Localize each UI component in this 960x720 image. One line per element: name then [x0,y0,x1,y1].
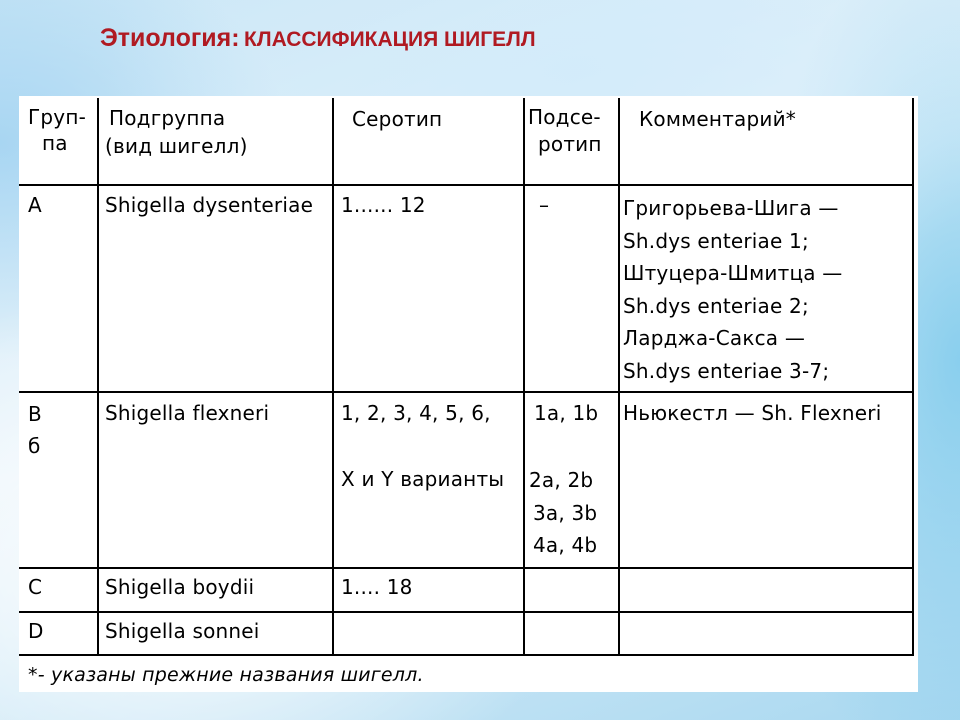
header-group-line: па [42,131,68,155]
table-line-h [19,567,914,569]
subserotype-line: 3a, 3b [533,500,598,525]
title-main: КЛАССИФИКАЦИЯ ШИГЕЛЛ [244,28,536,51]
group-line: B [28,402,42,426]
header-subgroup-line: Подгруппа [109,106,226,130]
table-line-h [19,611,914,613]
table-line-h [19,654,914,656]
table-line-v [618,98,620,656]
row-b-subserotype-1: 1a, 1b [534,401,599,425]
classification-table [19,96,918,692]
table-line-v [97,98,99,656]
comment-line: Sh.dys enteriae 3-7; [623,358,830,383]
header-group [28,104,86,156]
row-a-comment [623,192,843,387]
row-a-subgroup: Shigella dysenteriae [105,193,314,217]
comment-line: Sh.dys enteriae 1; [623,228,809,253]
row-c-subgroup: Shigella boydii [105,575,255,599]
row-b-subserotype-rest [529,464,597,562]
row-d-group: D [28,619,44,643]
comment-line: Штуцера-Шмитца — [623,261,843,285]
header-group-line: Груп- [28,105,87,129]
header-serotype: Серотип [352,107,443,131]
table-footnote: *- указаны прежние названия шигелл. [28,664,424,686]
header-subgroup [105,104,248,160]
header-subserotype-line: Подсе- [528,105,601,129]
header-comment: Комментарий* [639,107,796,131]
comment-line: Ларджа-Сакса — [623,326,806,350]
table-line-v [523,98,525,656]
subserotype-line: 2a, 2b [529,468,594,492]
row-b-serotype-1: 1, 2, 3, 4, 5, 6, [341,401,491,425]
table-line-v [332,98,334,656]
subserotype-line: 4a, 4b [533,533,598,557]
table-line-h [19,184,914,186]
table-line-h [19,391,914,393]
header-subserotype-line: ротип [538,132,602,156]
row-b-comment: Ньюкестл — Sh. Flexneri [623,401,882,425]
table-line-v [912,98,914,656]
row-c-group: C [28,575,43,599]
row-b-subgroup: Shigella flexneri [105,401,270,425]
row-c-serotype: 1.... 18 [341,575,413,599]
row-b-group [28,398,42,462]
slide-title [100,24,536,53]
row-b-serotype-2: X и Y варианты [341,467,505,491]
header-subserotype [528,104,602,158]
row-d-subgroup: Shigella sonnei [105,619,260,643]
header-subgroup-line: (вид шигелл) [105,134,248,158]
row-a-serotype: 1...... 12 [341,193,426,217]
comment-line: Sh.dys enteriae 2; [623,293,809,318]
comment-line: Григорьева-Шига — [623,196,839,220]
row-a-group: A [28,193,42,217]
row-a-subserotype: – [539,193,550,217]
title-prefix: Этиология: [100,24,240,52]
group-line: б [28,434,41,458]
